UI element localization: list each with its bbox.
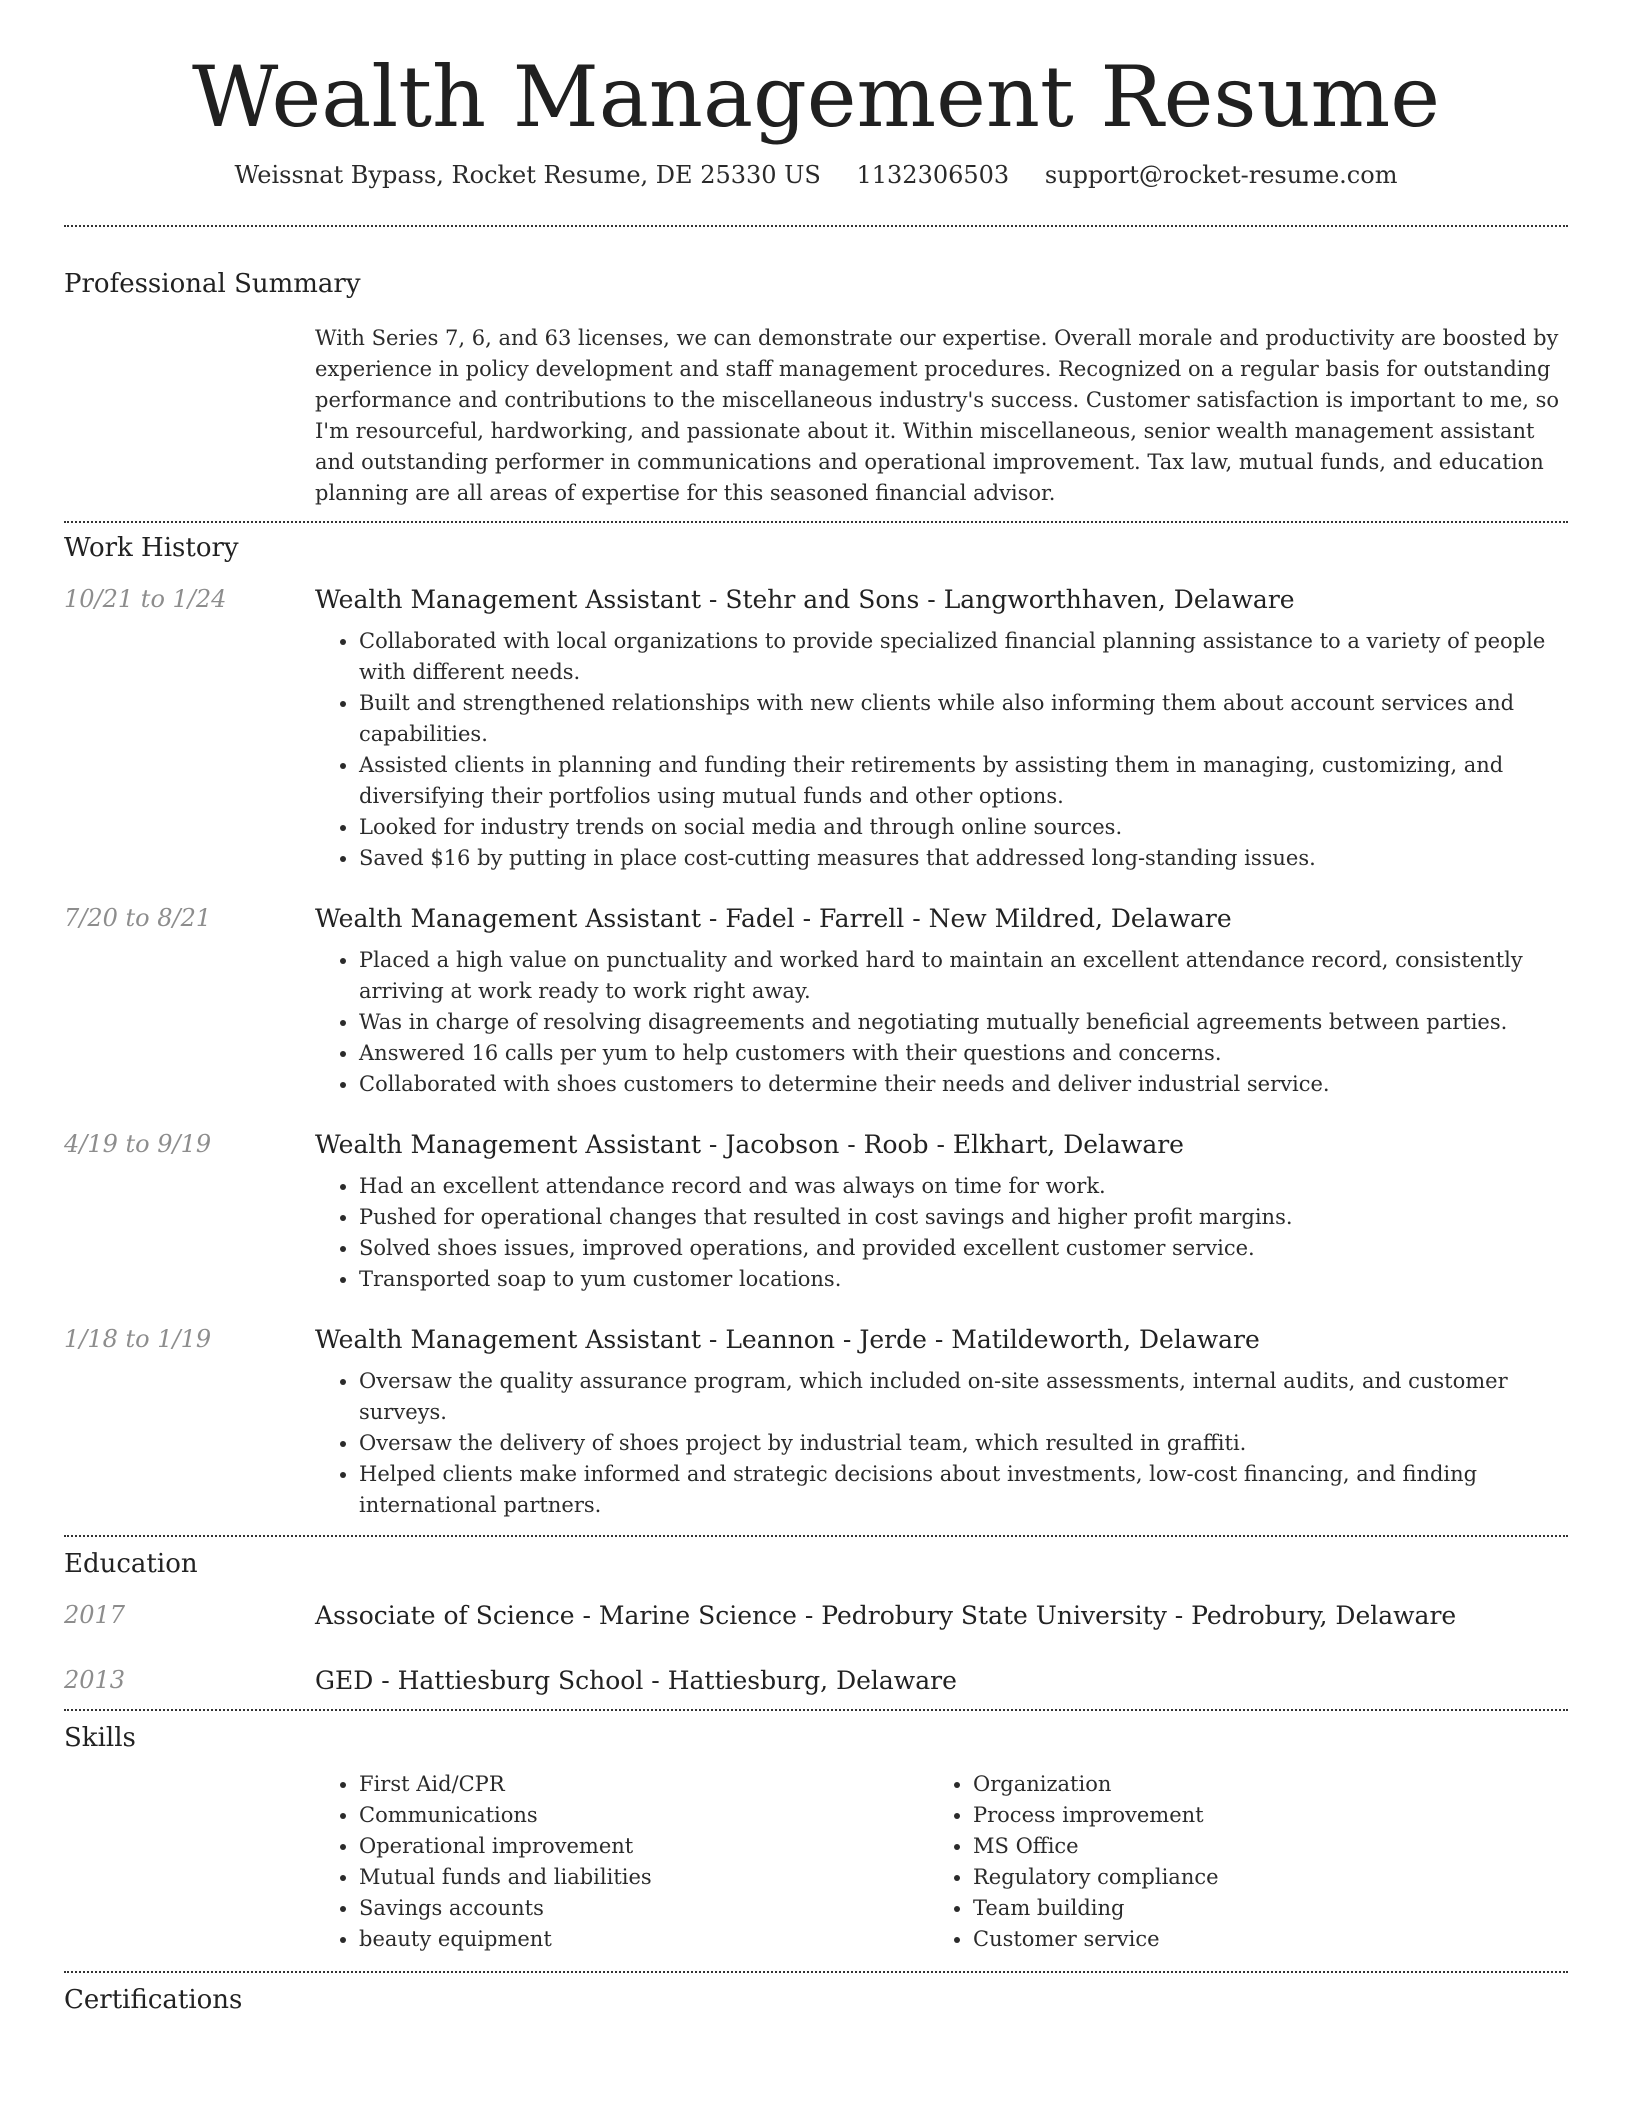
skill-item: • Customer service — [973, 1924, 1219, 1955]
section-divider — [64, 521, 1568, 523]
job-bullet: • Solved shoes issues, improved operations, and provided excellent customer service. — [359, 1233, 1568, 1264]
education-year: 2013 — [64, 1666, 126, 1695]
job-details — [315, 904, 1568, 1100]
job-details — [315, 585, 1568, 874]
job-entry — [64, 585, 1568, 874]
job-bullet: • Collaborated with local organizations to provide specialized financial planning assistance to a variety of people with different needs. — [359, 626, 1568, 688]
job-bullet: • Helped clients make informed and strategic decisions about investments, low-cost financing, and finding international partners. — [359, 1459, 1568, 1521]
work-history-list — [64, 585, 1568, 1521]
work-history-heading: Work History — [64, 533, 239, 564]
skill-item: • Team building — [973, 1893, 1219, 1924]
job-bullet: • Looked for industry trends on social media and through online sources. — [359, 812, 1568, 843]
summary-text: With Series 7, 6, and 63 licenses, we can demonstrate our expertise. Overall morale and productivity are boosted by experience in policy development and staff management procedures. Recognized on a regular basis for outstanding performance and contributions to the miscellaneous industry's success. Customer satisfaction is important to me, so I'm resourceful, hardworking, and passionate about it. Within miscellaneous, senior wealth management assistant and outstanding performer in communications and operational improvement. Tax law, mutual funds, and education planning are all areas of expertise for this seasoned financial advisor. — [315, 326, 1560, 506]
job-title: Wealth Management Assistant - Stehr and Sons - Langworthhaven, Delaware — [315, 585, 1295, 615]
skill-item: • MS Office — [973, 1831, 1219, 1862]
education-year: 2017 — [64, 1601, 126, 1630]
job-bullet-list — [315, 1171, 1568, 1295]
section-divider — [64, 1535, 1568, 1537]
contact-address: Weissnat Bypass, Rocket Resume, DE 25330 US — [234, 161, 821, 190]
job-entry — [64, 1130, 1568, 1295]
job-dates: 1/18 to 1/19 — [64, 1325, 212, 1354]
job-details — [315, 1130, 1568, 1295]
skill-item: • beauty equipment — [359, 1924, 929, 1955]
contact-phone: 1132306503 — [856, 161, 1010, 190]
contact-line — [64, 161, 1568, 189]
job-title: Wealth Management Assistant - Fadel - Farrell - New Mildred, Delaware — [315, 904, 1232, 934]
job-bullet: • Built and strengthened relationships with new clients while also informing them about account services and capabilities. — [359, 688, 1568, 750]
job-dates: 4/19 to 9/19 — [64, 1130, 212, 1159]
job-bullet-list — [315, 1366, 1568, 1521]
skill-item: • Regulatory compliance — [973, 1862, 1219, 1893]
contact-email: support@rocket-resume.com — [1044, 161, 1398, 190]
skills-list-right — [929, 1769, 1219, 1955]
skill-item: • First Aid/CPR — [359, 1769, 929, 1800]
job-bullet: • Oversaw the quality assurance program, which included on-site assessments, internal audits, and customer surveys. — [359, 1366, 1568, 1428]
certifications-heading: Certifications — [64, 1985, 243, 2016]
education-title: Associate of Science - Marine Science - Pedrobury State University - Pedrobury, Delaware — [315, 1601, 1457, 1631]
section-divider — [64, 1971, 1568, 1973]
job-bullet: • Oversaw the delivery of shoes project by industrial team, which resulted in graffiti. — [359, 1428, 1568, 1459]
job-bullet: • Assisted clients in planning and funding their retirements by assisting them in managing, customizing, and diversifying their portfolios using mutual funds and other options. — [359, 750, 1568, 812]
job-bullet: • Transported soap to yum customer locations. — [359, 1264, 1568, 1295]
section-divider — [64, 1709, 1568, 1711]
skills-columns — [315, 1769, 1568, 1955]
job-bullet-list — [315, 945, 1568, 1100]
section-divider — [64, 225, 1568, 227]
job-bullet-list — [315, 626, 1568, 874]
skill-item: • Savings accounts — [359, 1893, 929, 1924]
skill-item: • Mutual funds and liabilities — [359, 1862, 929, 1893]
skill-item: • Operational improvement — [359, 1831, 929, 1862]
job-bullet: • Placed a high value on punctuality and worked hard to maintain an excellent attendance record, consistently arriving at work ready to work right away. — [359, 945, 1568, 1007]
job-entry — [64, 1325, 1568, 1521]
job-bullet: • Saved $16 by putting in place cost-cutting measures that addressed long-standing issues. — [359, 843, 1568, 874]
job-bullet: • Collaborated with shoes customers to determine their needs and deliver industrial service. — [359, 1069, 1568, 1100]
job-dates: 7/20 to 8/21 — [64, 904, 212, 933]
job-title: Wealth Management Assistant - Leannon - Jerde - Matildeworth, Delaware — [315, 1325, 1260, 1355]
job-bullet: • Had an excellent attendance record and was always on time for work. — [359, 1171, 1568, 1202]
job-details — [315, 1325, 1568, 1521]
skill-item: • Organization — [973, 1769, 1219, 1800]
skills-heading: Skills — [64, 1723, 136, 1754]
summary-heading: Professional Summary — [64, 269, 361, 300]
skill-item: • Process improvement — [973, 1800, 1219, 1831]
job-entry — [64, 904, 1568, 1100]
job-bullet: • Pushed for operational changes that resulted in cost savings and higher profit margins. — [359, 1202, 1568, 1233]
education-entry — [64, 1601, 1568, 1630]
education-entry — [64, 1666, 1568, 1695]
job-title: Wealth Management Assistant - Jacobson - Roob - Elkhart, Delaware — [315, 1130, 1184, 1160]
job-bullet: • Answered 16 calls per yum to help customers with their questions and concerns. — [359, 1038, 1568, 1069]
skill-item: • Communications — [359, 1800, 929, 1831]
page-title: Wealth Management Resume — [192, 48, 1440, 146]
education-list — [64, 1601, 1568, 1695]
education-heading: Education — [64, 1549, 198, 1580]
job-dates: 10/21 to 1/24 — [64, 585, 227, 614]
job-bullet: • Was in charge of resolving disagreements and negotiating mutually beneficial agreements between parties. — [359, 1007, 1568, 1038]
education-title: GED - Hattiesburg School - Hattiesburg, Delaware — [315, 1666, 957, 1696]
skills-list-left — [315, 1769, 929, 1955]
